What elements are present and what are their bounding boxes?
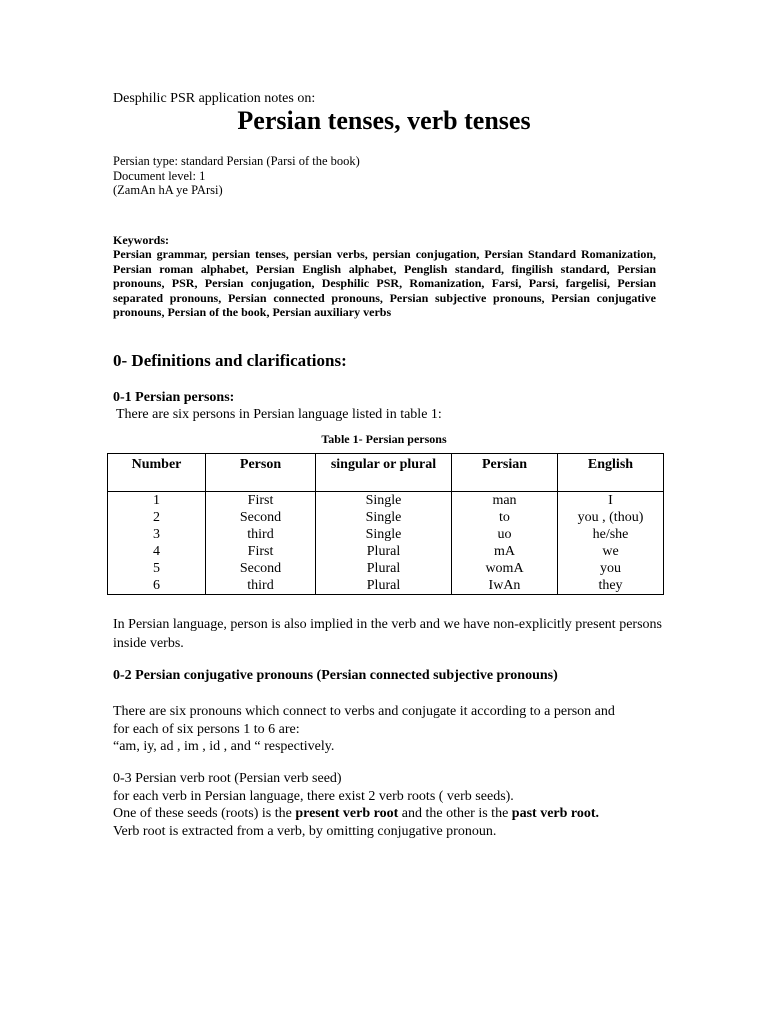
table-cell: 3 xyxy=(108,526,206,543)
text-run: One of these seeds (roots) is the xyxy=(113,806,296,821)
table-cell: we xyxy=(558,543,664,560)
present-verb-root-term: present verb root xyxy=(295,806,399,821)
table-row xyxy=(108,577,664,595)
text-run: and the other is the xyxy=(398,806,512,821)
page-title: Persian tenses, verb tenses xyxy=(237,106,531,135)
table-row xyxy=(108,509,664,526)
paragraph-line: for each of six persons 1 to 6 are: xyxy=(113,721,300,737)
table-cell: they xyxy=(558,577,664,595)
table-cell: First xyxy=(206,492,316,510)
table-cell: man xyxy=(452,492,558,510)
table-header-row xyxy=(108,454,664,492)
table-cell: Plural xyxy=(316,577,452,595)
table-cell: Single xyxy=(316,492,452,510)
verb-root-section xyxy=(113,770,673,840)
table-cell: I xyxy=(558,492,664,510)
table-cell: mA xyxy=(452,543,558,560)
header-number: Number xyxy=(108,454,206,492)
persons-table xyxy=(107,453,664,595)
table-cell: uo xyxy=(452,526,558,543)
table-cell: Plural xyxy=(316,543,452,560)
persons-intro-text: There are six persons in Persian language listed in table 1: xyxy=(116,407,442,422)
subsection-heading-conjugative: 0-2 Persian conjugative pronouns (Persian connected subjective pronouns) xyxy=(113,668,558,683)
table-caption: Table 1- Persian persons xyxy=(321,432,447,446)
table-cell: 4 xyxy=(108,543,206,560)
document-level: Document level: 1 xyxy=(113,168,206,183)
table-cell: Second xyxy=(206,509,316,526)
implied-person-paragraph: In Persian language, person is also implied in the verb and we have non-explicitly present persons inside verbs. xyxy=(113,617,662,651)
table-row xyxy=(108,492,664,510)
table-cell: Second xyxy=(206,560,316,577)
table-cell: 1 xyxy=(108,492,206,510)
transliteration: (ZamAn hA ye PArsi) xyxy=(113,183,223,197)
table-cell: you , (thou) xyxy=(558,509,664,526)
paragraph-line: “am, iy, ad , im , id , and “ respectively. xyxy=(113,739,335,754)
table-cell: 2 xyxy=(108,509,206,526)
paragraph-line: for each verb in Persian language, there exist 2 verb roots ( verb seeds). xyxy=(113,788,514,804)
table-cell: he/she xyxy=(558,526,664,543)
table-cell: to xyxy=(452,509,558,526)
table-cell: IwAn xyxy=(452,577,558,595)
table-cell: third xyxy=(206,526,316,543)
section-heading: 0- Definitions and clarifications: xyxy=(113,351,347,370)
document-meta xyxy=(113,154,360,198)
past-verb-root-term: past verb root. xyxy=(511,806,600,821)
table-row xyxy=(108,526,664,543)
table-row xyxy=(108,560,664,577)
subsection-heading-persons: 0-1 Persian persons: xyxy=(113,390,235,405)
header-english: English xyxy=(558,454,664,492)
persian-type: Persian type: standard Persian (Parsi of the book) xyxy=(113,154,360,168)
header-singular-plural: singular or plural xyxy=(316,454,452,492)
table-row xyxy=(108,543,664,560)
table-cell: Single xyxy=(316,526,452,543)
table-cell: you xyxy=(558,560,664,577)
keywords-text: Persian grammar, persian tenses, persian verbs, persian conjugation, Persian Standard Romanization, Persian roman alphabet, Persian English alphabet, Penglish standard, fingilish standard, Persian pronouns, PSR, Persian conjugation, Desphilic PSR, Romanization, Farsi, Parsi, fargelisi, Persian separated pronouns, Persian connected pronouns, Persian subjective pronouns, Persian conjugative pronouns, Persian of the book, Persian auxiliary verbs xyxy=(113,247,656,319)
subsection-heading-verb-root: 0-3 Persian verb root (Persian verb seed) xyxy=(113,771,342,786)
table-cell: Single xyxy=(316,509,452,526)
conjugative-paragraph xyxy=(113,703,673,756)
table-cell: womA xyxy=(452,560,558,577)
intro-line: Desphilic PSR application notes on: xyxy=(113,91,316,106)
paragraph-line xyxy=(113,805,673,823)
table-cell: First xyxy=(206,543,316,560)
paragraph-line: There are six pronouns which connect to verbs and conjugate it according to a person and xyxy=(113,704,615,719)
table-cell: 6 xyxy=(108,577,206,595)
keywords-label: Keywords: xyxy=(113,233,169,247)
table-cell: 5 xyxy=(108,560,206,577)
paragraph-line: Verb root is extracted from a verb, by omitting conjugative pronoun. xyxy=(113,823,497,839)
header-persian: Persian xyxy=(452,454,558,492)
header-person: Person xyxy=(206,454,316,492)
table-cell: Plural xyxy=(316,560,452,577)
table-cell: third xyxy=(206,577,316,595)
